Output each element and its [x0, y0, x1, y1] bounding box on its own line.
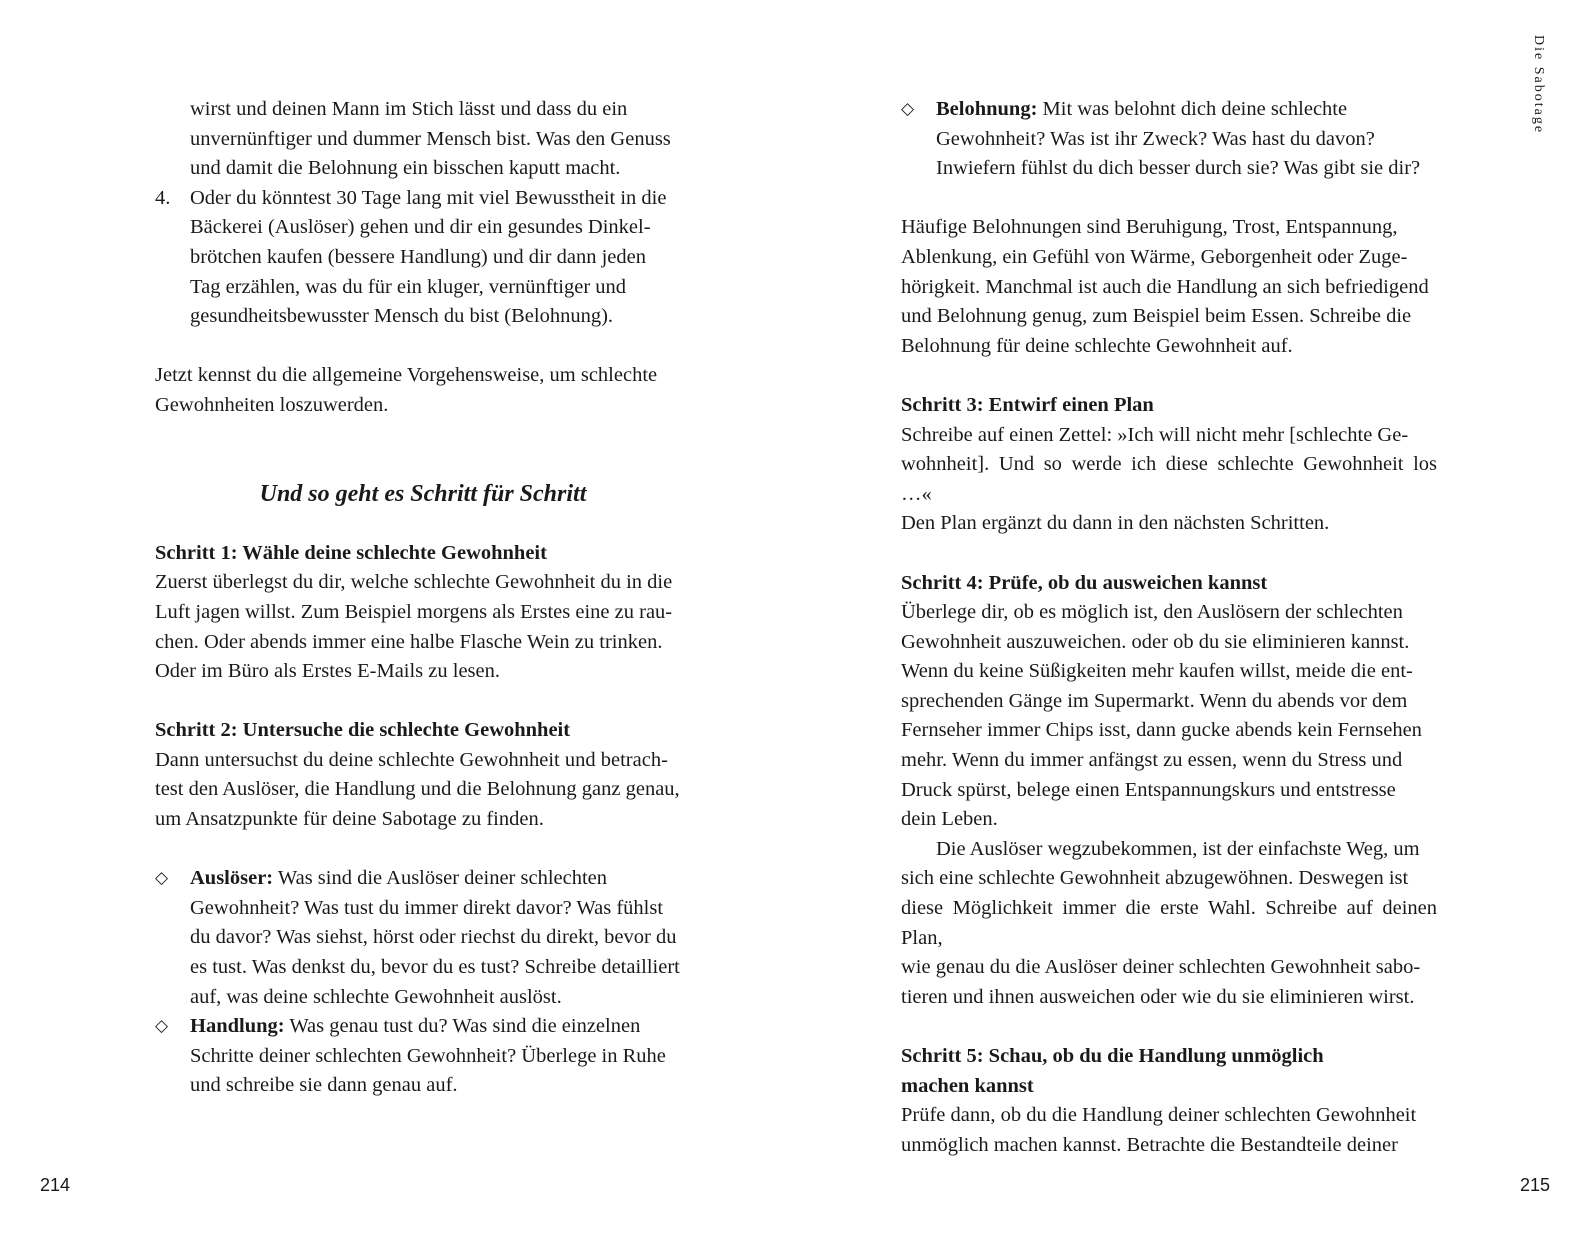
right-page-text	[901, 95, 1437, 1160]
text-line: test den Auslöser, die Handlung und die Belohnung ganz genau,	[155, 778, 680, 801]
bullet-term: Handlung:	[190, 1015, 285, 1038]
text-line: Oder du könntest 30 Tage lang mit viel Bewusstheit in die	[190, 186, 667, 209]
text-line: um Ansatzpunkte für deine Sabotage zu finden.	[155, 808, 544, 831]
text-line: wohnheit]. Und so werde ich diese schlechte Gewohnheit los …«	[901, 453, 1437, 505]
step2-paragraph	[155, 746, 691, 835]
continuation-paragraph	[155, 95, 691, 184]
step2-title: Schritt 2: Untersuche die schlechte Gewohnheit	[155, 719, 571, 742]
text-line: wirst und deinen Mann im Stich lässt und dass du ein	[190, 98, 628, 120]
text-line: Luft jagen willst. Zum Beispiel morgens als Erstes eine zu rau-	[155, 600, 673, 623]
text-line: machen kannst	[901, 1074, 1034, 1097]
text-line: Schritt 5: Schau, ob du die Handlung unmöglich	[901, 1045, 1324, 1067]
text-line: dein Leben.	[901, 808, 998, 831]
text-line: Den Plan ergänzt du dann in den nächsten Schritten.	[901, 512, 1330, 535]
text-line: Wenn du keine Süßigkeiten mehr kaufen willst, meide die ent-	[901, 660, 1413, 683]
text-line: hörigkeit. Manchmal ist auch die Handlung an sich befriedigend	[901, 275, 1429, 298]
text-line: Mit was belohnt dich deine schlechte	[1037, 98, 1348, 120]
text-line: unvernünftiger und dummer Mensch bist. Was den Genuss	[190, 127, 671, 150]
text-line: Was sind die Auslöser deiner schlechten	[273, 867, 608, 890]
step4-title: Schritt 4: Prüfe, ob du ausweichen kannst	[901, 571, 1268, 594]
text-line: du davor? Was siehst, hörst oder riechst du direkt, bevor du	[190, 926, 677, 949]
text-line: Oder im Büro als Erstes E-Mails zu lesen.	[155, 660, 501, 683]
text-line: Tag erzählen, was du für ein kluger, vernünftiger und	[190, 275, 627, 298]
running-head: Die Sabotage	[1531, 35, 1546, 135]
step3-title: Schritt 3: Entwirf einen Plan	[901, 393, 1154, 416]
text-line: unmöglich machen kannst. Betrachte die Bestandteile deiner	[901, 1133, 1398, 1156]
text-line: Inwiefern fühlst du dich besser durch sie? Was gibt sie dir?	[936, 157, 1421, 180]
text-line: sich eine schlechte Gewohnheit abzugewöhnen. Deswegen ist	[901, 867, 1409, 890]
step1-paragraph	[155, 568, 691, 686]
text-line: Fernseher immer Chips isst, dann gucke abends kein Fernsehen	[901, 719, 1422, 742]
text-line: sprechenden Gänge im Supermarkt. Wenn du abends vor dem	[901, 689, 1408, 712]
text-line: und Belohnung genug, zum Beispiel beim Essen. Schreibe die	[901, 305, 1412, 328]
text-line: mehr. Wenn du immer anfängst zu essen, wenn du Stress und	[901, 749, 1403, 772]
text-line: Ablenkung, ein Gefühl von Wärme, Geborgenheit oder Zuge-	[901, 245, 1408, 268]
step1-title: Schritt 1: Wähle deine schlechte Gewohnheit	[155, 541, 547, 564]
text-line: Schreibe auf einen Zettel: »Ich will nicht mehr [schlechte Ge-	[901, 423, 1409, 446]
step4-paragraph-2	[901, 835, 1437, 1013]
text-line: Gewohnheit auszuweichen. oder ob du sie eliminieren kannst.	[901, 630, 1410, 653]
text-line: Dann untersuchst du deine schlechte Gewohnheit und betrach-	[155, 748, 668, 771]
bullet-ausloeser	[155, 864, 691, 1012]
text-line: Die Auslöser wegzubekommen, ist der einfachste Weg, um	[936, 837, 1420, 860]
diamond-bullet-icon: ◇	[901, 99, 915, 119]
text-line: wie genau du die Auslöser deiner schlechten Gewohnheit sabo-	[901, 956, 1421, 979]
text-line: Häufige Belohnungen sind Beruhigung, Trost, Entspannung,	[901, 216, 1398, 239]
section-heading: Und so geht es Schritt für Schritt	[259, 480, 587, 507]
text-line: Gewohnheiten loszuwerden.	[155, 393, 389, 416]
text-line: tieren und ihnen ausweichen oder wie du sie eliminieren wirst.	[901, 985, 1415, 1008]
step5-paragraph	[901, 1101, 1437, 1160]
summary-paragraph	[155, 361, 691, 420]
step3-paragraph	[901, 421, 1437, 539]
step4-paragraph	[901, 598, 1437, 835]
text-line: Zuerst überlegst du dir, welche schlechte Gewohnheit du in die	[155, 571, 673, 594]
text-line: diese Möglichkeit immer die erste Wahl. Schreibe auf deinen Plan,	[901, 897, 1437, 949]
diamond-bullet-icon: ◇	[155, 1016, 169, 1037]
bullet-term: Auslöser:	[190, 867, 274, 890]
bullet-term: Belohnung:	[936, 98, 1038, 120]
text-line: es tust. Was denkst du, bevor du es tust? Schreibe detailliert	[190, 956, 680, 979]
text-line: Schritte deiner schlechten Gewohnheit? Überlege in Ruhe	[190, 1044, 666, 1067]
text-line: chen. Oder abends immer eine halbe Flasche Wein zu trinken.	[155, 630, 663, 653]
list-item-4	[155, 184, 691, 332]
text-line: und schreibe sie dann genau auf.	[190, 1074, 458, 1097]
text-line: brötchen kaufen (bessere Handlung) und dir dann jeden	[190, 245, 646, 268]
text-line: gesundheitsbewusster Mensch du bist (Belohnung).	[190, 305, 614, 328]
page-number-left: 214	[40, 1175, 71, 1195]
text-line: Gewohnheit? Was tust du immer direkt davor? Was fühlst	[190, 896, 664, 919]
text-line: Bäckerei (Auslöser) gehen und dir ein gesundes Dinkel-	[190, 216, 651, 239]
bullet-handlung	[155, 1012, 691, 1101]
text-line: Was genau tust du? Was sind die einzelnen	[284, 1015, 641, 1038]
list-number: 4.	[155, 186, 171, 209]
text-line: Jetzt kennst du die allgemeine Vorgehensweise, um schlechte	[155, 364, 658, 387]
diamond-bullet-icon: ◇	[155, 868, 169, 889]
left-page-text	[155, 95, 691, 1101]
bullet-belohnung	[901, 95, 1437, 184]
rewards-paragraph	[901, 213, 1437, 361]
step5-title	[901, 1042, 1437, 1101]
page-number-right: 215	[1520, 1175, 1551, 1195]
text-line: Überlege dir, ob es möglich ist, den Auslösern der schlechten	[901, 601, 1403, 624]
text-line: Prüfe dann, ob du die Handlung deiner schlechten Gewohnheit	[901, 1104, 1417, 1127]
text-line: Belohnung für deine schlechte Gewohnheit auf.	[901, 334, 1293, 357]
text-line: auf, was deine schlechte Gewohnheit auslöst.	[190, 985, 562, 1008]
text-line: Druck spürst, belege einen Entspannungskurs und entstresse	[901, 778, 1396, 801]
text-line: und damit die Belohnung ein bisschen kaputt macht.	[190, 157, 621, 180]
text-line: Gewohnheit? Was ist ihr Zweck? Was hast du davon?	[936, 127, 1375, 150]
